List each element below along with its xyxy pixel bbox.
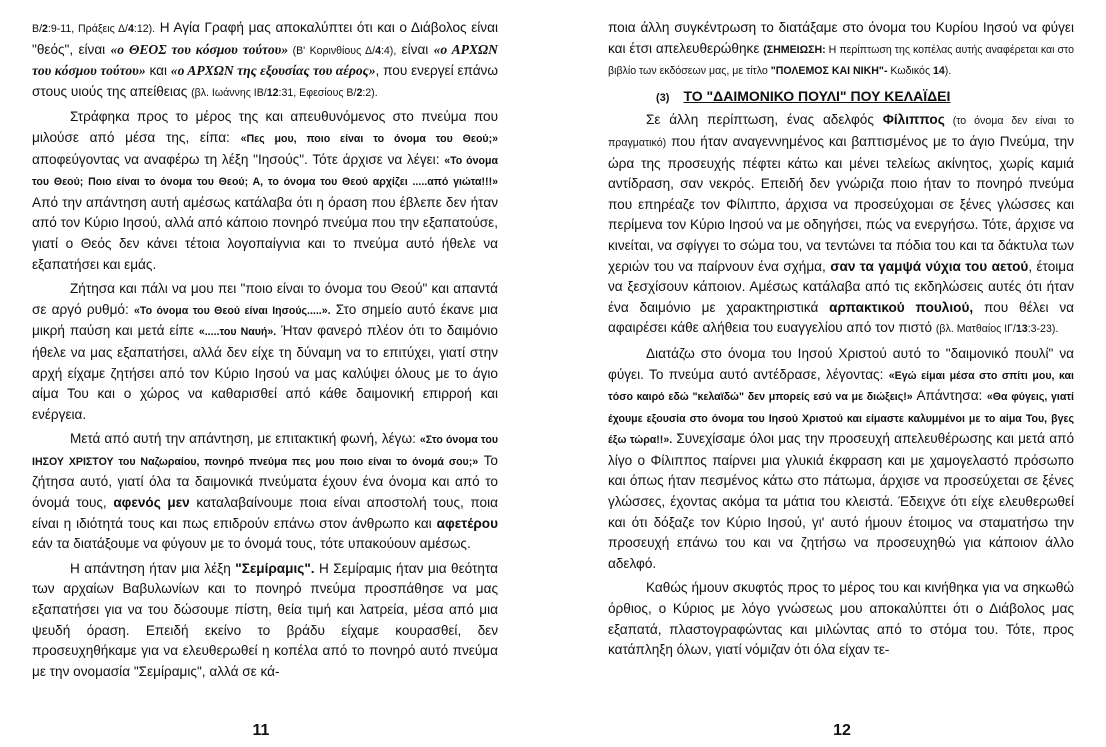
paragraph: Β/2:9-11, Πράξεις Δ/4:12). Η Αγία Γραφή μας αποκαλύπτει ότι και ο Διάβολος είναι "θεός", είναι «ο ΘΕΟΣ του κόσμου τούτου» (Β' Κορινθίους Δ/4:4), είναι «ο ΑΡΧΩΝ του κόσμου τούτου» και «ο ΑΡΧΩΝ της εξουσίας του αέρος», που ενεργεί επάνω στους υιούς της απείθειας (βλ. Ιωάννης ΙΒ/12:31, Εφεσίους Β/2:2). (32, 20, 498, 99)
page-number-right: 12 (833, 722, 851, 739)
section-number: (3) (656, 91, 670, 104)
paragraph: Διατάζω στο όνομα του Ιησού Χριστού αυτό το "δαιμονικό πουλί" να φύγει. Το πνεύμα αυτό αντέδρασε, λέγοντας: «Εγώ είμαι μέσα στο σπίτι μου, και τόσο καιρό εδώ "κελαϊδώ" δεν μπορείς εσύ να με διώξεις!» Απάντησα: «Θα φύγεις, γιατί έχουμε εξουσία στο όνομα του Ιησού Χριστού και είμαστε καλυμμένοι με το αίμα Του, βγες έξω τώρα!!». Συνεχίσαμε όλοι μας την προσευχή απελευθέρωσης και μετά από λίγο ο Φίλιππος παίρνει μια γλυκιά έκφραση και με χαμογελαστό πρόσωπο και όπως ήταν πεσμένος κάτω στο πάτωμα, άρχισε να προσεύχεται σε ξένες γλώσσες, έχοντας ακόμα τα μάτια του κλειστά. Έδειχνε ότι είχε ελευθερωθεί και ότι δόξαζε τον Κύριο Ιησού, γι' αυτό ήμουν έτοιμος να σταματήσω την προσευχή επάνω του και να ζητήσω να προσευχηθώ για κάποιον άλλο αδελφό. (608, 345, 1075, 571)
paragraph: Καθώς ήμουν σκυφτός προς το μέρος του και κινήθηκα για να σηκωθώ όρθιος, ο Κύριος με λόγο γνώσεως μου αποκαλύπτει ότι ο Διάβολος μας εξαπατά, πλαστογραφώντας και μιλώντας από το στόμα του. Τότε, προς κατάπληξη όλων, γιατί νόμιζαν ότι όλα είχαν τε- (608, 580, 1074, 658)
right-page (608, 18, 1074, 698)
page-number-left: 11 (252, 722, 270, 739)
paragraph: Σε άλλη περίπτωση, ένας αδελφός Φίλιππος (το όνομα δεν είναι το πραγματικό) που ήταν αναγεννημένος και βαπτισμένος με το άγιο Πνεύμα, την ώρα της προσευχής πέφτει κάτω και μένει τελείως ακίνητος, χωρίς καμιά αντίδραση, σαν νεκρός. Επειδή δεν γνώριζα ποιο ήταν το πονηρό πνεύμα που επηρέαζε τον Φίλιππο, άρχισα να προσεύχομαι σε ξένες γλώσσες και περίμενα τον Κύριο Ιησού να με οδηγήσει, πώς να ενεργήσω. Τότε, άρχισε να κινείται, να σφίγγει το σώμα του, να τεντώνει τα πόδια του και τα δάκτυλα των χεριών του να παίρνουν ένα σχήμα, σαν τα γαμψά νύχια του αετού, έτοιμα να ξεσχίσουν κάποιον. Αμέσως κατάλαβα από τις εκδηλώσεις αυτές ότι ήταν ένα δαιμόνιο με χαρακτηριστικά αρπακτικού πουλιού, που θέλει να αφαιρέσει κάθε αλήθεια του ευαγγελίου από τον πιστό (βλ. Ματθαίος ΙΓ/13:3-23). (608, 112, 1074, 336)
paragraph: Μετά από αυτή την απάντηση, με επιτακτική φωνή, λέγω: «Στο όνομα του ΙΗΣΟΥ ΧΡΙΣΤΟΥ του Ναζωραίου, πονηρό πνεύμα πες μου ποιο είναι το όνομά σου;» Το ζήτησα αυτό, γιατί όλα τα δαιμονικά πνεύματα έχουν ένα όνομα και από το όνομά τους, αφενός μεν καταλαβαίνουμε ποια είναι αποστολή τους, ποια είναι η ιδιότητά τους και πως επιδρούν επάνω στον άνθρωπο και αφετέρου εάν τα διατάξουμε να φύγουν με το όνομά τους, τότε υπακούουν αμέσως. (32, 431, 499, 552)
section-title: ΤΟ "ΔΑΙΜΟΝΙΚΟ ΠΟΥΛΙ" ΠΟΥ ΚΕΛΑΪΔΕΙ (683, 87, 951, 104)
left-page (32, 18, 498, 698)
paragraph: Ζήτησα και πάλι να μου πει "ποιο είναι το όνομα του Θεού" και απαντά σε αργό ρυθμό: «Το όνομα του Θεού είναι Ιησούς.....». Στο σημείο αυτό έκανε μια μικρή παύση και μετά είπε «.....του Ναυή». Ήταν φανερό πλέον ότι το δαιμόνιο ήθελε να μας εξαπατήσει, αλλά δεν είχε τη δύναμη να το επιτύχει, γιατί στην αρχή είχαμε ζητήσει από τον Κύριο Ιησού να μας καλύψει όλους με το άγιο αίμα Του και ο χώρος να καθαρισθεί από κάθε δαιμονική επιρροή και ενέργεια. (32, 281, 498, 422)
section-heading (608, 86, 1074, 109)
paragraph: ποια άλλη συγκέντρωση το διατάξαμε στο όνομα του Κυρίου Ιησού να φύγει και έτσι απελευθερώθηκε (ΣΗΜΕΙΩΣΗ: Η περίπτωση της κοπέλας αυτής αναφέρεται και στο βιβλίο των εκδόσεων μας, με τίτλο "ΠΟΛΕΜΟΣ ΚΑΙ ΝΙΚΗ"- Κωδικός 14). (608, 20, 1074, 78)
paragraph: Η απάντηση ήταν μια λέξη "Σεμίραμις". Η Σεμίραμις ήταν μια θεότητα των αρχαίων Βαβυλωνίων και το πονηρό πνεύμα προσπάθησε να μας εξαπατήσει για να του δώσουμε πίστη, θεία τιμή και λατρεία, μέσα από μια ψευδή όραση. Επειδή εκείνο το βράδυ είχαμε κουρασθεί, δεν προσευχηθήκαμε για να ελευθερωθεί η κοπέλα από το πονηρό αυτό πνεύμα με την ονομασία "Σεμίραμις", αλλά σε κά- (32, 560, 498, 679)
paragraph: Στράφηκα προς το μέρος της και απευθυνόμενος στο πνεύμα που μιλούσε από μέσα της, είπα: «Πες μου, ποιο είναι το όνομα του Θεού;» αποφεύγοντας να αναφέρω τη λέξη "Ιησούς". Τότε άρχισε να λέγει: «Το όνομα του Θεού; Ποιο είναι το όνομα του Θεού; Α, το όνομα του Θεού αρχίζει .....από γιώτα!!!» Από την απάντηση αυτή αμέσως κατάλαβα ότι η όραση που έβλεπε δεν ήταν από τον Κύριο Ιησού, αλλά από κάποιο πονηρό πνεύμα που την εξαπατούσε, γιατί ο Θεός δεν κάνει τέτοια λογοπαίγνια και το πνεύμα αυτό ήθελε να εξαπατήσει και εμάς. (32, 109, 499, 272)
